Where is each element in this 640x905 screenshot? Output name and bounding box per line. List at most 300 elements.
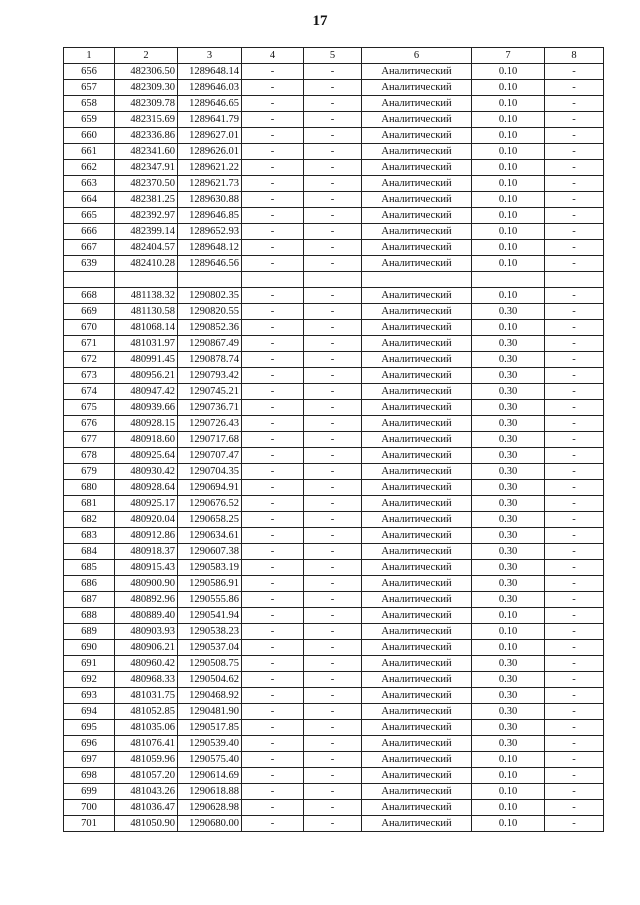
x-coordinate-cell: 480912.86 xyxy=(115,527,178,543)
column-4-cell: - xyxy=(242,112,304,128)
table-row xyxy=(64,591,604,607)
y-coordinate-cell: 1290628.98 xyxy=(178,799,242,815)
column-5-cell: - xyxy=(304,495,362,511)
column-4-cell: - xyxy=(242,224,304,240)
y-coordinate-cell: 1289627.01 xyxy=(178,128,242,144)
column-8-cell: - xyxy=(545,192,604,208)
x-coordinate-cell: 482309.78 xyxy=(115,96,178,112)
point-number-cell: 672 xyxy=(64,351,115,367)
point-number-cell: 687 xyxy=(64,591,115,607)
column-8-cell: - xyxy=(545,623,604,639)
x-coordinate-cell: 482381.25 xyxy=(115,192,178,208)
column-8-cell: - xyxy=(545,511,604,527)
accuracy-cell: 0.10 xyxy=(472,80,545,96)
column-5-cell: - xyxy=(304,575,362,591)
column-5-cell: - xyxy=(304,287,362,303)
column-5-cell: - xyxy=(304,64,362,80)
column-4-cell: - xyxy=(242,527,304,543)
column-4-cell: - xyxy=(242,64,304,80)
method-cell: Аналитический xyxy=(362,799,472,815)
method-cell: Аналитический xyxy=(362,367,472,383)
column-4-cell: - xyxy=(242,96,304,112)
point-number-cell: 668 xyxy=(64,287,115,303)
method-cell: Аналитический xyxy=(362,335,472,351)
x-coordinate-cell: 480956.21 xyxy=(115,367,178,383)
column-5-cell: - xyxy=(304,527,362,543)
point-number-cell: 693 xyxy=(64,687,115,703)
column-header: 6 xyxy=(362,48,472,64)
x-coordinate-cell: 480939.66 xyxy=(115,399,178,415)
column-5-cell: - xyxy=(304,543,362,559)
column-8-cell: - xyxy=(545,495,604,511)
column-4-cell: - xyxy=(242,623,304,639)
table-body xyxy=(64,64,604,832)
point-number-cell: 699 xyxy=(64,783,115,799)
method-cell: Аналитический xyxy=(362,671,472,687)
method-cell: Аналитический xyxy=(362,192,472,208)
column-5-cell: - xyxy=(304,799,362,815)
point-number-cell: 689 xyxy=(64,623,115,639)
column-5-cell: - xyxy=(304,415,362,431)
y-coordinate-cell: 1290867.49 xyxy=(178,335,242,351)
accuracy-cell: 0.30 xyxy=(472,303,545,319)
x-coordinate-cell: 480991.45 xyxy=(115,351,178,367)
column-5-cell: - xyxy=(304,703,362,719)
column-8-cell: - xyxy=(545,335,604,351)
table-row xyxy=(64,287,604,303)
x-coordinate-cell: 481031.75 xyxy=(115,687,178,703)
accuracy-cell: 0.10 xyxy=(472,64,545,80)
x-coordinate-cell: 480920.04 xyxy=(115,511,178,527)
column-5-cell: - xyxy=(304,735,362,751)
method-cell: Аналитический xyxy=(362,447,472,463)
point-number-cell xyxy=(64,272,115,288)
coordinates-table xyxy=(63,47,604,832)
column-4-cell: - xyxy=(242,256,304,272)
accuracy-cell: 0.10 xyxy=(472,224,545,240)
point-number-cell: 681 xyxy=(64,495,115,511)
column-4-cell: - xyxy=(242,495,304,511)
column-header: 2 xyxy=(115,48,178,64)
accuracy-cell: 0.30 xyxy=(472,671,545,687)
x-coordinate-cell: 480968.33 xyxy=(115,671,178,687)
column-4-cell: - xyxy=(242,719,304,735)
column-5-cell: - xyxy=(304,224,362,240)
column-8-cell: - xyxy=(545,319,604,335)
column-5-cell: - xyxy=(304,256,362,272)
y-coordinate-cell: 1290717.68 xyxy=(178,431,242,447)
column-5-cell: - xyxy=(304,447,362,463)
y-coordinate-cell: 1290618.88 xyxy=(178,783,242,799)
point-number-cell: 656 xyxy=(64,64,115,80)
column-5-cell: - xyxy=(304,687,362,703)
column-4-cell: - xyxy=(242,144,304,160)
column-8-cell: - xyxy=(545,399,604,415)
table-row xyxy=(64,799,604,815)
y-coordinate-cell: 1290707.47 xyxy=(178,447,242,463)
y-coordinate-cell: 1290704.35 xyxy=(178,463,242,479)
y-coordinate-cell: 1290802.35 xyxy=(178,287,242,303)
method-cell: Аналитический xyxy=(362,287,472,303)
method-cell: Аналитический xyxy=(362,543,472,559)
x-coordinate-cell: 481052.85 xyxy=(115,703,178,719)
accuracy-cell: 0.10 xyxy=(472,112,545,128)
table-row xyxy=(64,192,604,208)
column-header: 4 xyxy=(242,48,304,64)
point-number-cell: 666 xyxy=(64,224,115,240)
point-number-cell: 674 xyxy=(64,383,115,399)
y-coordinate-cell: 1289646.56 xyxy=(178,256,242,272)
x-coordinate-cell: 480928.64 xyxy=(115,479,178,495)
column-5-cell: - xyxy=(304,399,362,415)
y-coordinate-cell: 1290541.94 xyxy=(178,607,242,623)
y-coordinate-cell: 1290745.21 xyxy=(178,383,242,399)
column-5-cell: - xyxy=(304,80,362,96)
y-coordinate-cell: 1290658.25 xyxy=(178,511,242,527)
column-header: 3 xyxy=(178,48,242,64)
point-number-cell: 696 xyxy=(64,735,115,751)
table-row xyxy=(64,208,604,224)
column-5-cell: - xyxy=(304,655,362,671)
accuracy-cell: 0.10 xyxy=(472,639,545,655)
table-row xyxy=(64,575,604,591)
accuracy-cell: 0.30 xyxy=(472,399,545,415)
table-row xyxy=(64,224,604,240)
column-4-cell: - xyxy=(242,815,304,831)
column-4-cell: - xyxy=(242,415,304,431)
method-cell: Аналитический xyxy=(362,112,472,128)
column-8-cell: - xyxy=(545,463,604,479)
point-number-cell: 676 xyxy=(64,415,115,431)
column-4-cell: - xyxy=(242,463,304,479)
method-cell: Аналитический xyxy=(362,751,472,767)
column-5-cell: - xyxy=(304,303,362,319)
column-5-cell: - xyxy=(304,240,362,256)
column-5-cell: - xyxy=(304,160,362,176)
point-number-cell: 658 xyxy=(64,96,115,112)
column-4-cell: - xyxy=(242,575,304,591)
column-4-cell xyxy=(242,272,304,288)
accuracy-cell: 0.10 xyxy=(472,176,545,192)
y-coordinate-cell: 1289652.93 xyxy=(178,224,242,240)
point-number-cell: 691 xyxy=(64,655,115,671)
y-coordinate-cell: 1290878.74 xyxy=(178,351,242,367)
column-8-cell: - xyxy=(545,256,604,272)
column-8-cell: - xyxy=(545,415,604,431)
y-coordinate-cell: 1290481.90 xyxy=(178,703,242,719)
column-4-cell: - xyxy=(242,607,304,623)
method-cell: Аналитический xyxy=(362,719,472,735)
column-5-cell: - xyxy=(304,463,362,479)
accuracy-cell: 0.30 xyxy=(472,511,545,527)
column-8-cell: - xyxy=(545,751,604,767)
method-cell: Аналитический xyxy=(362,144,472,160)
column-4-cell: - xyxy=(242,767,304,783)
x-coordinate-cell: 480925.17 xyxy=(115,495,178,511)
x-coordinate-cell: 480928.15 xyxy=(115,415,178,431)
column-8-cell: - xyxy=(545,799,604,815)
column-8-cell: - xyxy=(545,112,604,128)
accuracy-cell: 0.30 xyxy=(472,527,545,543)
column-5-cell: - xyxy=(304,671,362,687)
accuracy-cell: 0.10 xyxy=(472,128,545,144)
column-5-cell: - xyxy=(304,128,362,144)
accuracy-cell: 0.30 xyxy=(472,479,545,495)
column-8-cell: - xyxy=(545,575,604,591)
column-5-cell: - xyxy=(304,591,362,607)
y-coordinate-cell: 1289646.65 xyxy=(178,96,242,112)
table-row xyxy=(64,128,604,144)
column-8-cell: - xyxy=(545,80,604,96)
table-row xyxy=(64,687,604,703)
point-number-cell: 659 xyxy=(64,112,115,128)
x-coordinate-cell: 481035.06 xyxy=(115,719,178,735)
column-8-cell: - xyxy=(545,735,604,751)
accuracy-cell: 0.30 xyxy=(472,543,545,559)
accuracy-cell: 0.30 xyxy=(472,447,545,463)
column-8-cell: - xyxy=(545,607,604,623)
table-row xyxy=(64,319,604,335)
table-row xyxy=(64,543,604,559)
accuracy-cell: 0.10 xyxy=(472,208,545,224)
method-cell: Аналитический xyxy=(362,224,472,240)
column-8-cell: - xyxy=(545,479,604,495)
column-8-cell: - xyxy=(545,543,604,559)
x-coordinate-cell: 481076.41 xyxy=(115,735,178,751)
column-5-cell: - xyxy=(304,351,362,367)
column-8-cell: - xyxy=(545,719,604,735)
x-coordinate-cell xyxy=(115,272,178,288)
y-coordinate-cell: 1290676.52 xyxy=(178,495,242,511)
y-coordinate-cell: 1290726.43 xyxy=(178,415,242,431)
accuracy-cell: 0.30 xyxy=(472,559,545,575)
column-5-cell: - xyxy=(304,208,362,224)
column-5-cell: - xyxy=(304,335,362,351)
column-5-cell: - xyxy=(304,607,362,623)
method-cell: Аналитический xyxy=(362,256,472,272)
column-5-cell: - xyxy=(304,623,362,639)
accuracy-cell: 0.30 xyxy=(472,431,545,447)
x-coordinate-cell: 481050.90 xyxy=(115,815,178,831)
x-coordinate-cell: 481043.26 xyxy=(115,783,178,799)
table-row xyxy=(64,64,604,80)
column-8-cell: - xyxy=(545,671,604,687)
table-row xyxy=(64,335,604,351)
column-4-cell: - xyxy=(242,319,304,335)
accuracy-cell: 0.10 xyxy=(472,240,545,256)
column-4-cell: - xyxy=(242,351,304,367)
point-number-cell: 692 xyxy=(64,671,115,687)
accuracy-cell: 0.30 xyxy=(472,655,545,671)
method-cell: Аналитический xyxy=(362,160,472,176)
column-4-cell: - xyxy=(242,240,304,256)
point-number-cell: 680 xyxy=(64,479,115,495)
point-number-cell: 665 xyxy=(64,208,115,224)
point-number-cell: 679 xyxy=(64,463,115,479)
column-4-cell: - xyxy=(242,160,304,176)
accuracy-cell: 0.30 xyxy=(472,575,545,591)
x-coordinate-cell: 482336.86 xyxy=(115,128,178,144)
accuracy-cell: 0.30 xyxy=(472,703,545,719)
accuracy-cell: 0.10 xyxy=(472,607,545,623)
column-4-cell: - xyxy=(242,783,304,799)
method-cell: Аналитический xyxy=(362,319,472,335)
column-8-cell: - xyxy=(545,527,604,543)
column-8-cell: - xyxy=(545,64,604,80)
method-cell: Аналитический xyxy=(362,431,472,447)
column-4-cell: - xyxy=(242,367,304,383)
table-row xyxy=(64,751,604,767)
method-cell: Аналитический xyxy=(362,559,472,575)
table-row xyxy=(64,144,604,160)
column-8-cell: - xyxy=(545,703,604,719)
column-4-cell: - xyxy=(242,447,304,463)
column-4-cell: - xyxy=(242,479,304,495)
method-cell: Аналитический xyxy=(362,623,472,639)
method-cell: Аналитический xyxy=(362,815,472,831)
column-8-cell: - xyxy=(545,128,604,144)
column-5-cell: - xyxy=(304,431,362,447)
y-coordinate-cell: 1290575.40 xyxy=(178,751,242,767)
column-4-cell: - xyxy=(242,287,304,303)
point-number-cell: 661 xyxy=(64,144,115,160)
column-header: 7 xyxy=(472,48,545,64)
table-row xyxy=(64,767,604,783)
column-5-cell: - xyxy=(304,192,362,208)
method-cell: Аналитический xyxy=(362,527,472,543)
point-number-cell: 667 xyxy=(64,240,115,256)
table-row xyxy=(64,559,604,575)
column-5-cell: - xyxy=(304,144,362,160)
method-cell: Аналитический xyxy=(362,80,472,96)
y-coordinate-cell: 1289621.73 xyxy=(178,176,242,192)
point-number-cell: 670 xyxy=(64,319,115,335)
column-8-cell: - xyxy=(545,591,604,607)
y-coordinate-cell: 1290555.86 xyxy=(178,591,242,607)
column-4-cell: - xyxy=(242,751,304,767)
accuracy-cell: 0.10 xyxy=(472,192,545,208)
table-row xyxy=(64,479,604,495)
method-cell: Аналитический xyxy=(362,495,472,511)
x-coordinate-cell: 480903.93 xyxy=(115,623,178,639)
method-cell: Аналитический xyxy=(362,767,472,783)
point-number-cell: 657 xyxy=(64,80,115,96)
x-coordinate-cell: 480930.42 xyxy=(115,463,178,479)
x-coordinate-cell: 480925.64 xyxy=(115,447,178,463)
table-row xyxy=(64,735,604,751)
method-cell: Аналитический xyxy=(362,639,472,655)
method-cell: Аналитический xyxy=(362,703,472,719)
y-coordinate-cell: 1289648.14 xyxy=(178,64,242,80)
column-8-cell: - xyxy=(545,144,604,160)
method-cell xyxy=(362,272,472,288)
y-coordinate-cell: 1290517.85 xyxy=(178,719,242,735)
y-coordinate-cell: 1290694.91 xyxy=(178,479,242,495)
method-cell: Аналитический xyxy=(362,415,472,431)
column-8-cell: - xyxy=(545,303,604,319)
method-cell: Аналитический xyxy=(362,240,472,256)
column-5-cell: - xyxy=(304,176,362,192)
column-8-cell: - xyxy=(545,639,604,655)
x-coordinate-cell: 480906.21 xyxy=(115,639,178,655)
y-coordinate-cell: 1290539.40 xyxy=(178,735,242,751)
point-number-cell: 671 xyxy=(64,335,115,351)
method-cell: Аналитический xyxy=(362,208,472,224)
y-coordinate-cell: 1290793.42 xyxy=(178,367,242,383)
point-number-cell: 690 xyxy=(64,639,115,655)
accuracy-cell: 0.30 xyxy=(472,495,545,511)
table-row xyxy=(64,719,604,735)
method-cell: Аналитический xyxy=(362,463,472,479)
accuracy-cell: 0.10 xyxy=(472,144,545,160)
column-4-cell: - xyxy=(242,335,304,351)
y-coordinate-cell: 1289630.88 xyxy=(178,192,242,208)
method-cell: Аналитический xyxy=(362,64,472,80)
accuracy-cell: 0.30 xyxy=(472,591,545,607)
method-cell: Аналитический xyxy=(362,399,472,415)
accuracy-cell: 0.10 xyxy=(472,256,545,272)
y-coordinate-cell: 1290634.61 xyxy=(178,527,242,543)
x-coordinate-cell: 481138.32 xyxy=(115,287,178,303)
accuracy-cell: 0.30 xyxy=(472,463,545,479)
table-row xyxy=(64,447,604,463)
table-row xyxy=(64,160,604,176)
column-5-cell: - xyxy=(304,96,362,112)
point-number-cell: 663 xyxy=(64,176,115,192)
column-4-cell: - xyxy=(242,208,304,224)
y-coordinate-cell xyxy=(178,272,242,288)
point-number-cell: 686 xyxy=(64,575,115,591)
column-4-cell: - xyxy=(242,591,304,607)
column-4-cell: - xyxy=(242,671,304,687)
y-coordinate-cell: 1290583.19 xyxy=(178,559,242,575)
column-4-cell: - xyxy=(242,655,304,671)
point-number-cell: 675 xyxy=(64,399,115,415)
column-header: 8 xyxy=(545,48,604,64)
column-8-cell: - xyxy=(545,287,604,303)
column-4-cell: - xyxy=(242,192,304,208)
column-5-cell: - xyxy=(304,639,362,655)
column-4-cell: - xyxy=(242,687,304,703)
accuracy-cell: 0.30 xyxy=(472,735,545,751)
column-5-cell: - xyxy=(304,511,362,527)
column-8-cell: - xyxy=(545,655,604,671)
y-coordinate-cell: 1290586.91 xyxy=(178,575,242,591)
column-8-cell: - xyxy=(545,447,604,463)
x-coordinate-cell: 480915.43 xyxy=(115,559,178,575)
point-number-cell: 673 xyxy=(64,367,115,383)
accuracy-cell: 0.30 xyxy=(472,351,545,367)
y-coordinate-cell: 1290852.36 xyxy=(178,319,242,335)
method-cell: Аналитический xyxy=(362,128,472,144)
column-8-cell: - xyxy=(545,815,604,831)
accuracy-cell: 0.10 xyxy=(472,751,545,767)
y-coordinate-cell: 1290504.62 xyxy=(178,671,242,687)
column-5-cell: - xyxy=(304,767,362,783)
table-row xyxy=(64,511,604,527)
table-row xyxy=(64,176,604,192)
table-row xyxy=(64,671,604,687)
column-header: 1 xyxy=(64,48,115,64)
table-row xyxy=(64,256,604,272)
y-coordinate-cell: 1290468.92 xyxy=(178,687,242,703)
table-row xyxy=(64,431,604,447)
column-8-cell: - xyxy=(545,431,604,447)
accuracy-cell: 0.10 xyxy=(472,96,545,112)
x-coordinate-cell: 480918.37 xyxy=(115,543,178,559)
method-cell: Аналитический xyxy=(362,176,472,192)
x-coordinate-cell: 482315.69 xyxy=(115,112,178,128)
